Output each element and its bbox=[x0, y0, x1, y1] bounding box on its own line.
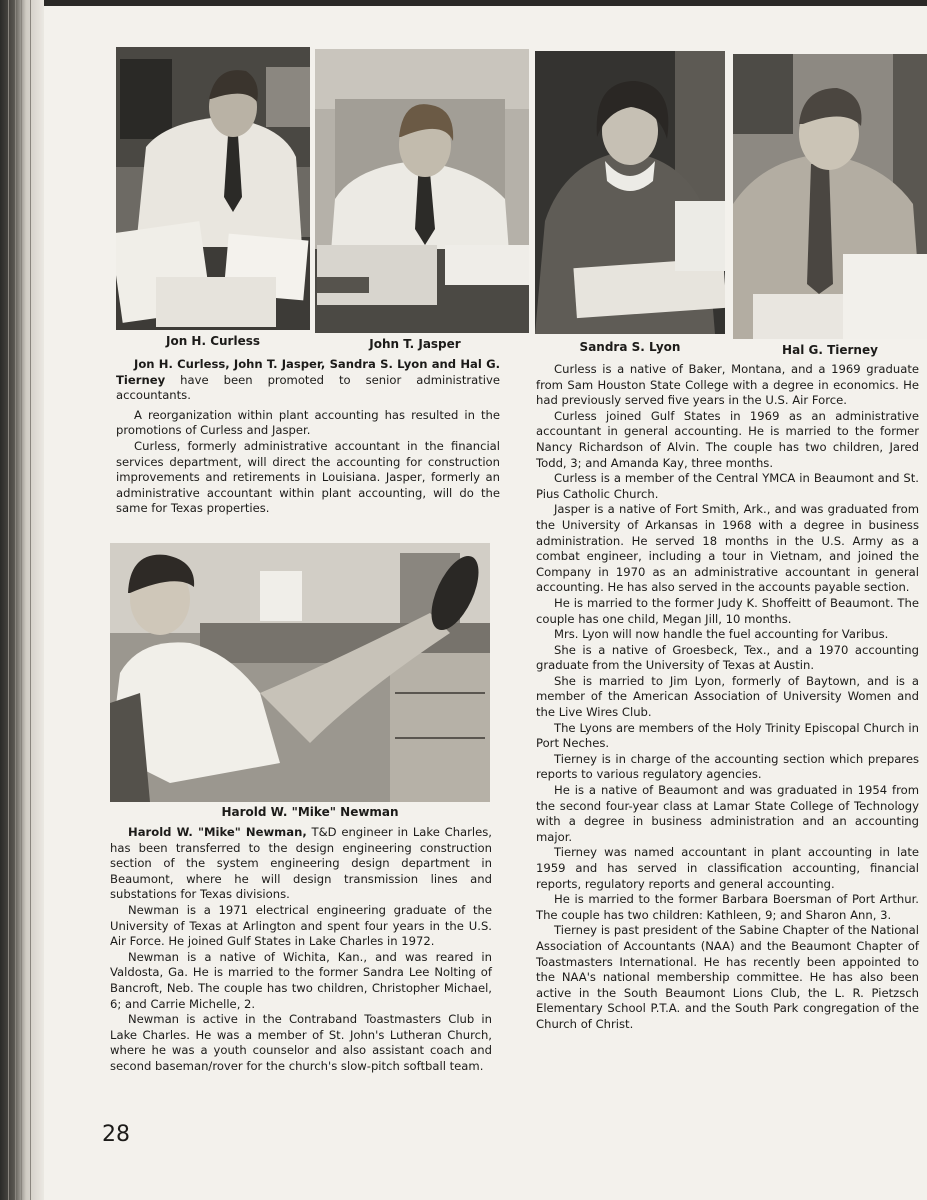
caption-newman: Harold W. "Mike" Newman bbox=[221, 805, 399, 819]
paragraph: The Lyons are members of the Holy Trinity Episcopal Church in Port Neches. bbox=[536, 720, 919, 751]
caption-tierney: Hal G. Tierney bbox=[782, 343, 878, 357]
paragraph: Mrs. Lyon will now handle the fuel accounting for Varibus. bbox=[554, 627, 889, 642]
caption-curless: Jon H. Curless bbox=[165, 334, 260, 348]
photo-tierney bbox=[733, 54, 927, 339]
paragraph: Curless, formerly administrative accountant in the financial services department, will direct the accounting for construction improvements and retirements in Louisiana. Jasper, formerly an administrative accountant within plant accounting, will do the same for Texas properties. bbox=[116, 438, 500, 516]
page-number: 28 bbox=[102, 1122, 130, 1147]
caption-lyon: Sandra S. Lyon bbox=[579, 340, 681, 354]
paragraph: Tierney is past president of the Sabine Chapter of the National Association of Accountants (NAA) and the Beaumont Chapter of Toastmasters International. He has recently been appointed to the NAA's national membership committee. He has also been active in the South Beaumont Lions Club, the L. R. Pietzsch Elementary School P.T.A. and the South Park congregation of the Church of Christ. bbox=[536, 923, 919, 1031]
paragraph: A reorganization within plant accounting has resulted in the promotions of Curless and Jasper. bbox=[116, 407, 500, 438]
paragraph: Curless joined Gulf States in 1969 as an administrative accountant in general accounting. He is married to the former Nancy Richardson of Alvin. The couple has two children, Jared Todd, 3; and Amanda Kay, three months. bbox=[536, 408, 919, 470]
newman-story bbox=[110, 825, 492, 1075]
paragraph: She is a native of Groesbeck, Tex., and a 1970 accounting graduate from the University of Texas at Austin. bbox=[536, 642, 919, 673]
caption-jasper: John T. Jasper bbox=[369, 337, 461, 351]
paragraph: Newman is a native of Wichita, Kan., and was reared in Valdosta, Ga. He is married to the former Sandra Lee Nolting of Bancroft, Neb. The couple has two children, Christopher Michael, 6; and Carrie Michelle, 2. bbox=[110, 949, 492, 1011]
newman-lead: Harold W. "Mike" Newman, T&D engineer in Lake Charles, has been transferred to the design engineering construction section of the system engineering design department in Beaumont, where he will design transmission lines and substations for Texas divisions. bbox=[110, 825, 492, 902]
paragraph: He is a native of Beaumont and was graduated in 1954 from the second four-year class at Lamar State College of Technology with a degree in business administration and an accounting major. bbox=[536, 783, 919, 844]
paragraph: Tierney was named accountant in plant accounting in late 1959 and has served in classification accounting, financial reports, regulatory reports and general accounting. bbox=[536, 845, 919, 891]
paragraph: Newman is active in the Contraband Toastmasters Club in Lake Charles. He was a member of St. John's Lutheran Church, where he was a youth counselor and also assistant coach and second baseman/rover for the church's slow-pitch softball team. bbox=[110, 1012, 492, 1073]
photo-lyon bbox=[535, 51, 725, 334]
paragraph: Jasper is a native of Fort Smith, Ark., and was graduated from the University of Arkansas in 1968 with a degree in business administration. He served 18 months in the U.S. Army as a combat engineer, including a tour in Vietnam, and joined the Company in 1970 as an administrative accountant in general accounting. He has also served in the accounts payable section. bbox=[536, 502, 919, 595]
photo-curless bbox=[116, 47, 310, 330]
photo-jasper bbox=[315, 49, 529, 333]
paragraph: Curless is a native of Baker, Montana, and a 1969 graduate from Sam Houston State College with a degree in economics. He had previously served five years in the U.S. Air Force. bbox=[536, 362, 919, 408]
paragraph: Tierney is in charge of the accounting section which prepares reports to various regulatory agencies. bbox=[536, 751, 919, 782]
binding-spine bbox=[0, 0, 44, 1200]
right-column-story bbox=[536, 362, 919, 1033]
promotion-lead: Jon H. Curless, John T. Jasper, Sandra S. Lyon and Hal G. Tierney have been promoted to senior administrative accountants. bbox=[116, 357, 500, 403]
page-top-edge bbox=[0, 0, 927, 6]
promotion-story bbox=[116, 357, 500, 517]
paragraph: He is married to the former Judy K. Shoffeitt of Beaumont. The couple has one child, Megan Jill, 10 months. bbox=[536, 595, 919, 626]
paragraph: She is married to Jim Lyon, formerly of Baytown, and is a member of the American Association of University Women and the Live Wires Club. bbox=[536, 673, 919, 720]
paragraph: Curless is a member of the Central YMCA in Beaumont and St. Pius Catholic Church. bbox=[536, 471, 919, 501]
paragraph: Newman is a 1971 electrical engineering graduate of the University of Texas at Arlington and spent four years in the U.S. Air Force. He joined Gulf States in Lake Charles in 1972. bbox=[110, 902, 492, 949]
paragraph: He is married to the former Barbara Boersman of Port Arthur. The couple has two children: Kathleen, 9; and Sharon Ann, 3. bbox=[536, 892, 919, 922]
photo-newman bbox=[110, 543, 490, 802]
